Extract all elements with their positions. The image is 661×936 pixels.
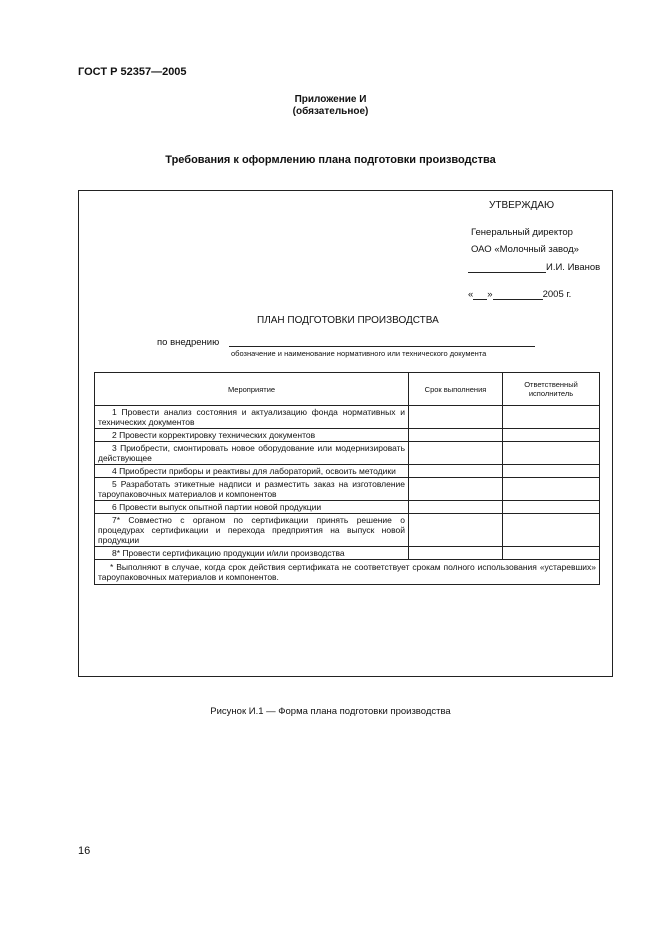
deadline-cell (409, 406, 503, 429)
table-row (95, 547, 600, 560)
approval-name: И.И. Иванов (546, 262, 601, 273)
deadline-cell (409, 547, 503, 560)
table-row (95, 478, 600, 501)
activity-cell: 1 Провести анализ состояния и актуализацию фонда нормативных и технических документов (95, 406, 409, 429)
table-row (95, 465, 600, 478)
appendix-status: (обязательное) (292, 106, 369, 117)
approval-date (468, 289, 571, 300)
responsible-cell (503, 547, 600, 560)
month-blank (493, 290, 543, 300)
approval-title: УТВЕРЖДАЮ (489, 200, 555, 211)
table-footnote-row (95, 560, 600, 585)
deadline-cell (409, 514, 503, 547)
approval-position: Генеральный директор (471, 227, 573, 238)
date-quote-open: « (468, 289, 474, 300)
deadline-cell (409, 478, 503, 501)
activity-cell: 7* Совместно с органом по сертификации принять решение о процедурах сертификации и перехода предприятия на выпуск новой продукции (95, 514, 409, 547)
table-row (95, 442, 600, 465)
table-footnote: * Выполняют в случае, когда срок действия сертификата не соответствует срокам полного использования «устаревших» тароупаковочных материалов и компонентов. (95, 560, 600, 585)
header-responsible: Ответственный исполнитель (503, 373, 600, 406)
figure-caption: Рисунок И.1 — Форма плана подготовки производства (210, 706, 451, 717)
table-row (95, 501, 600, 514)
date-quote-close: » (487, 289, 493, 300)
appendix-title: Приложение И (294, 94, 367, 105)
implementation-note: обозначение и наименование нормативного или технического документа (231, 349, 487, 358)
document-header: ГОСТ Р 52357—2005 (78, 66, 187, 78)
responsible-cell (503, 478, 600, 501)
responsible-cell (503, 406, 600, 429)
day-blank (473, 290, 487, 300)
implementation-label: по внедрению (157, 337, 220, 348)
deadline-cell (409, 501, 503, 514)
deadline-cell (409, 465, 503, 478)
approval-signature (468, 262, 600, 273)
plan-table (94, 372, 600, 585)
responsible-cell (503, 465, 600, 478)
plan-title: ПЛАН ПОДГОТОВКИ ПРОИЗВОДСТВА (257, 315, 439, 326)
table-row (95, 406, 600, 429)
activity-cell: 5 Разработать этикетные надписи и разместить заказ на изготовление тароупаковочных материалов и компонентов (95, 478, 409, 501)
section-title: Требования к оформлению плана подготовки производства (165, 154, 496, 166)
activity-cell: 3 Приобрести, смонтировать новое оборудование или модернизировать действующее (95, 442, 409, 465)
page-number: 16 (78, 845, 91, 857)
responsible-cell (503, 442, 600, 465)
deadline-cell (409, 429, 503, 442)
header-deadline: Срок выполнения (409, 373, 503, 406)
appendix-heading (0, 94, 661, 118)
implementation-line (229, 346, 535, 347)
activity-cell: 2 Провести корректировку технических документов (95, 429, 409, 442)
approval-company: ОАО «Молочный завод» (471, 244, 579, 255)
table-header-row (95, 373, 600, 406)
activity-cell: 6 Провести выпуск опытной партии новой продукции (95, 501, 409, 514)
deadline-cell (409, 442, 503, 465)
activity-cell: 4 Приобрести приборы и реактивы для лабораторий, освоить методики (95, 465, 409, 478)
signature-line (468, 263, 546, 273)
header-activity: Мероприятие (95, 373, 409, 406)
responsible-cell (503, 501, 600, 514)
table-row (95, 429, 600, 442)
responsible-cell (503, 514, 600, 547)
activity-cell: 8* Провести сертификацию продукции и/или производства (95, 547, 409, 560)
responsible-cell (503, 429, 600, 442)
date-year: 2005 г. (542, 289, 572, 300)
table-row (95, 514, 600, 547)
